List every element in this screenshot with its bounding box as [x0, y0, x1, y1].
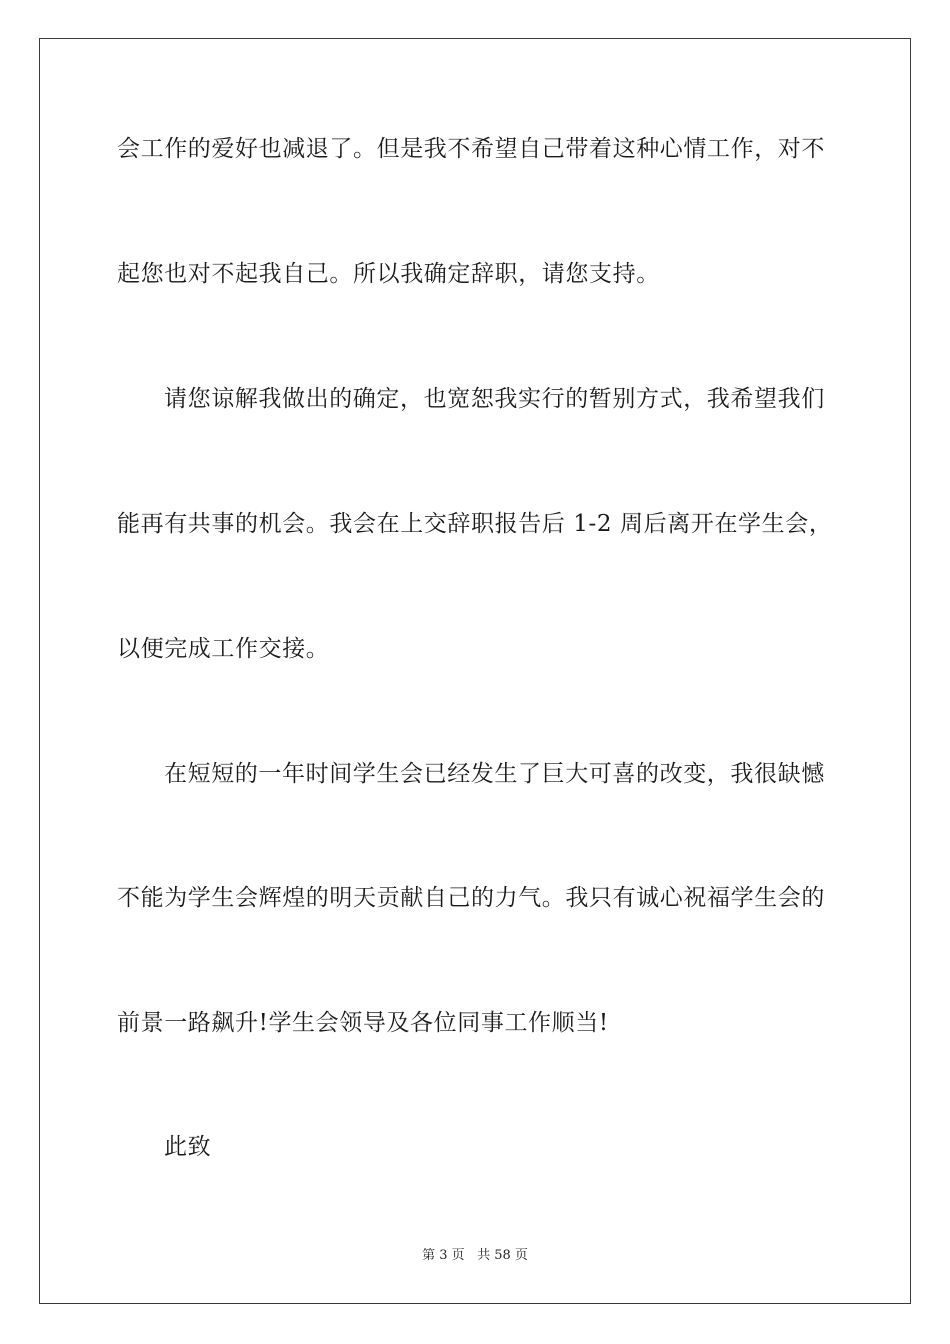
body-line: 能再有共事的机会。我会在上交辞职报告后 1-2 周后离开在学生会， [117, 511, 833, 537]
body-line: 前景一路飙升!学生会领导及各位同事工作顺当! [117, 1010, 609, 1036]
body-line: 以便完成工作交接。 [117, 636, 330, 662]
paragraph-first-line: 请您谅解我做出的确定，也宽恕我实行的暂别方式，我希望我们 [164, 386, 825, 412]
body-line: 会工作的爱好也减退了。但是我不希望自己带着这种心情工作，对不 [117, 136, 825, 162]
page-footer [0, 1247, 950, 1265]
closing-salutation: 此致 [164, 1134, 212, 1160]
body-line: 起您也对不起我自己。所以我确定辞职，请您支持。 [117, 261, 660, 287]
page-border [39, 38, 911, 1304]
body-line: 不能为学生会辉煌的明天贡献自己的力气。我只有诚心祝福学生会的 [117, 885, 825, 911]
paragraph-first-line: 在短短的一年时间学生会已经发生了巨大可喜的改变，我很缺憾 [164, 761, 825, 787]
page-number: 第 3 页 [422, 1248, 465, 1263]
page-total: 共 58 页 [477, 1248, 528, 1263]
